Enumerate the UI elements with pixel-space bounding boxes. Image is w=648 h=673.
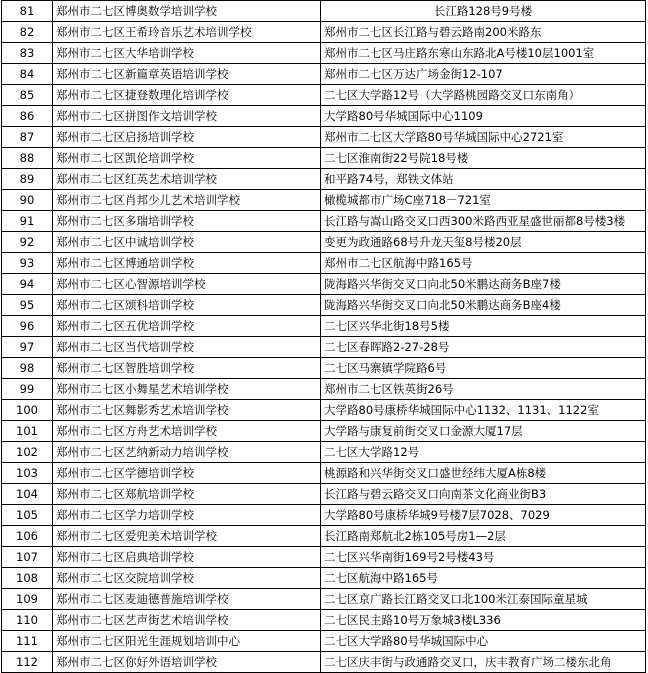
table-row	[2, 442, 646, 463]
school-name-cell: 郑州市二七区博通培训学校	[53, 253, 321, 274]
table-row	[2, 316, 646, 337]
school-name-cell: 郑州市二七区阳光生涯规划培训中心	[53, 631, 321, 652]
row-number-cell: 105	[2, 505, 53, 526]
table-row	[2, 211, 646, 232]
row-number-cell: 85	[2, 85, 53, 106]
row-number-cell: 112	[2, 652, 53, 673]
school-name-cell: 郑州市二七区小舞星艺术培训学校	[53, 379, 321, 400]
table-row	[2, 484, 646, 505]
table-row	[2, 274, 646, 295]
address-cell: 长江路128号9号楼	[321, 1, 646, 22]
table-row	[2, 547, 646, 568]
school-name-cell: 郑州市二七区王希玲音乐艺术培训学校	[53, 22, 321, 43]
table-row	[2, 295, 646, 316]
row-number-cell: 103	[2, 463, 53, 484]
row-number-cell: 102	[2, 442, 53, 463]
table-row	[2, 652, 646, 673]
address-cell: 大学路80号康桥华城9号楼7层7028、7029	[321, 505, 646, 526]
school-name-cell: 郑州市二七区五优培训学校	[53, 316, 321, 337]
school-name-cell: 郑州市二七区启扬培训学校	[53, 127, 321, 148]
school-name-cell: 郑州市二七区交院培训学校	[53, 568, 321, 589]
table-row	[2, 232, 646, 253]
school-name-cell: 郑州市二七区郑航培训学校	[53, 484, 321, 505]
row-number-cell: 87	[2, 127, 53, 148]
school-name-cell: 郑州市二七区方舟艺术培训学校	[53, 421, 321, 442]
table-row	[2, 148, 646, 169]
school-name-cell: 郑州市二七区艺声街艺术培训学校	[53, 610, 321, 631]
row-number-cell: 84	[2, 64, 53, 85]
address-cell: 大学路与康复前街交叉口金源大厦17层	[321, 421, 646, 442]
row-number-cell: 100	[2, 400, 53, 421]
address-cell: 二七区兴华北街18号5楼	[321, 316, 646, 337]
school-name-cell: 郑州市二七区舞影秀艺术培训学校	[53, 400, 321, 421]
row-number-cell: 104	[2, 484, 53, 505]
row-number-cell: 110	[2, 610, 53, 631]
address-cell: 长江路与嵩山路交叉口西300米路西亚星盛世丽都8号楼3楼	[321, 211, 646, 232]
address-cell: 二七区大学路12号	[321, 442, 646, 463]
address-cell: 橄榄城都市广场C座718－721室	[321, 190, 646, 211]
row-number-cell: 96	[2, 316, 53, 337]
school-list-table	[1, 0, 646, 673]
address-cell: 二七区马寨镇学院路6号	[321, 358, 646, 379]
table-row	[2, 22, 646, 43]
school-name-cell: 郑州市二七区拼图作文培训学校	[53, 106, 321, 127]
row-number-cell: 107	[2, 547, 53, 568]
address-cell: 陇海路兴华街交叉口向北50米鹏达商务B座7楼	[321, 274, 646, 295]
row-number-cell: 106	[2, 526, 53, 547]
school-name-cell: 郑州市二七区多瑞培训学校	[53, 211, 321, 232]
school-name-cell: 郑州市二七区凯伦培训学校	[53, 148, 321, 169]
address-cell: 和平路74号，郑铁文体站	[321, 169, 646, 190]
table-row	[2, 526, 646, 547]
row-number-cell: 92	[2, 232, 53, 253]
address-cell: 长江路与碧云路交叉口向南茶文化商业街B3	[321, 484, 646, 505]
row-number-cell: 94	[2, 274, 53, 295]
row-number-cell: 95	[2, 295, 53, 316]
table-row	[2, 169, 646, 190]
school-name-cell: 郑州市二七区肖邦少儿艺术培训学校	[53, 190, 321, 211]
address-cell: 郑州市二七区铁英街26号	[321, 379, 646, 400]
address-cell: 桃源路和兴华街交叉口盛世经纬大厦A栋8楼	[321, 463, 646, 484]
row-number-cell: 90	[2, 190, 53, 211]
school-name-cell: 郑州市二七区博奥数学培训学校	[53, 1, 321, 22]
address-cell: 二七区京广路长江路交叉口北100米江泰国际童星城	[321, 589, 646, 610]
school-name-cell: 郑州市二七区当代培训学校	[53, 337, 321, 358]
table-row	[2, 568, 646, 589]
address-cell: 二七区大学路80号华城国际中心	[321, 631, 646, 652]
row-number-cell: 98	[2, 358, 53, 379]
school-name-cell: 郑州市二七区新篇章英语培训学校	[53, 64, 321, 85]
row-number-cell: 91	[2, 211, 53, 232]
school-name-cell: 郑州市二七区捷登数理化培训学校	[53, 85, 321, 106]
school-name-cell: 郑州市二七区智胜培训学校	[53, 358, 321, 379]
address-cell: 郑州市二七区大学路80号华城国际中心2721室	[321, 127, 646, 148]
row-number-cell: 88	[2, 148, 53, 169]
row-number-cell: 83	[2, 43, 53, 64]
row-number-cell: 82	[2, 22, 53, 43]
table-row	[2, 64, 646, 85]
table-body	[2, 1, 646, 673]
address-cell: 长江路南郑航北2栋105号房1—2层	[321, 526, 646, 547]
table-row	[2, 631, 646, 652]
address-cell: 大学路80号华城国际中心1109	[321, 106, 646, 127]
address-cell: 二七区春晖路2-27-28号	[321, 337, 646, 358]
row-number-cell: 97	[2, 337, 53, 358]
row-number-cell: 109	[2, 589, 53, 610]
table-row	[2, 421, 646, 442]
table-row	[2, 85, 646, 106]
address-cell: 二七区大学路12号（大学路桃园路交叉口东南角）	[321, 85, 646, 106]
school-name-cell: 郑州市二七区麦迪德普施培训学校	[53, 589, 321, 610]
address-cell: 变更为政通路68号升龙天玺8号楼20层	[321, 232, 646, 253]
table-row	[2, 127, 646, 148]
school-name-cell: 郑州市二七区中诚培训学校	[53, 232, 321, 253]
table-row	[2, 43, 646, 64]
address-cell: 二七区庆丰街与政通路交叉口，庆丰教育广场二楼东北角	[321, 652, 646, 673]
address-cell: 大学路80号康桥华城国际中心1132、1131、1122室	[321, 400, 646, 421]
row-number-cell: 101	[2, 421, 53, 442]
school-name-cell: 郑州市二七区大华培训学校	[53, 43, 321, 64]
row-number-cell: 99	[2, 379, 53, 400]
table-row	[2, 589, 646, 610]
school-name-cell: 郑州市二七区学力培训学校	[53, 505, 321, 526]
address-cell: 二七区航海中路165号	[321, 568, 646, 589]
table-row	[2, 253, 646, 274]
address-cell: 二七区民主路10号万象城3楼L336	[321, 610, 646, 631]
school-name-cell: 郑州市二七区你好外语培训学校	[53, 652, 321, 673]
address-cell: 陇海路兴华街交叉口向北50米鹏达商务B座4楼	[321, 295, 646, 316]
address-cell: 郑州市二七区长江路与碧云路南200米路东	[321, 22, 646, 43]
row-number-cell: 108	[2, 568, 53, 589]
table-row	[2, 1, 646, 22]
address-cell: 郑州市二七区航海中路165号	[321, 253, 646, 274]
table-row	[2, 463, 646, 484]
address-cell: 二七区淮南街22号院18号楼	[321, 148, 646, 169]
table-row	[2, 379, 646, 400]
table-row	[2, 358, 646, 379]
row-number-cell: 89	[2, 169, 53, 190]
address-cell: 二七区兴华南街169号2号楼43号	[321, 547, 646, 568]
row-number-cell: 86	[2, 106, 53, 127]
table-row	[2, 505, 646, 526]
address-cell: 郑州市二七区马庄路东寒山东路北A号楼10层1001室	[321, 43, 646, 64]
school-name-cell: 郑州市二七区启典培训学校	[53, 547, 321, 568]
table-row	[2, 400, 646, 421]
school-name-cell: 郑州市二七区爱兜美术培训学校	[53, 526, 321, 547]
row-number-cell: 93	[2, 253, 53, 274]
school-name-cell: 郑州市二七区学德培训学校	[53, 463, 321, 484]
table-row	[2, 337, 646, 358]
school-name-cell: 郑州市二七区艺纳新动力培训学校	[53, 442, 321, 463]
table-row	[2, 190, 646, 211]
row-number-cell: 81	[2, 1, 53, 22]
address-cell: 郑州市二七区万达广场金街12-107	[321, 64, 646, 85]
school-name-cell: 郑州市二七区红英艺术培训学校	[53, 169, 321, 190]
row-number-cell: 111	[2, 631, 53, 652]
school-name-cell: 郑州市二七区心智源培训学校	[53, 274, 321, 295]
school-name-cell: 郑州市二七区颂科培训学校	[53, 295, 321, 316]
table-row	[2, 106, 646, 127]
